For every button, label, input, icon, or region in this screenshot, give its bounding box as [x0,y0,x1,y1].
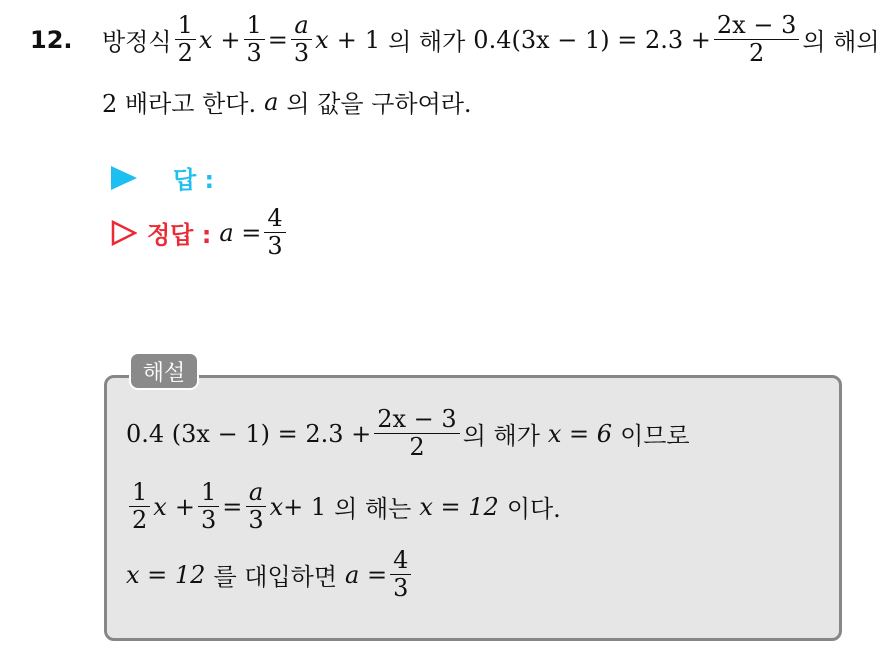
fraction-2x-minus-3-over-2 [714,13,799,66]
fraction-numerator: 2x − 3 [374,407,459,434]
fraction-one-third [244,13,265,66]
correct-answer-lhs: a = [219,218,262,247]
fraction-denominator: 3 [200,506,217,535]
solution-text: 의 해는 [334,495,412,524]
fraction-denominator: 2 [748,39,765,68]
fraction-denominator: 3 [246,39,262,68]
solution-line-3 [126,548,414,601]
math-operator: = [267,25,288,54]
fraction-numerator: 1 [175,13,196,40]
fraction-four-thirds [390,548,411,601]
fraction-numerator: a [246,480,266,507]
fraction-denominator: 2 [177,39,193,68]
math-equation: a = [345,560,388,589]
play-triangle-icon [111,166,137,190]
fraction-numerator: 2x − 3 [714,13,799,40]
fraction-denominator: 3 [267,232,283,261]
math-variable: x [198,25,213,54]
math-variable: a [264,87,279,116]
problem-line-2 [102,84,472,119]
solution-text: 의 해가 [462,422,540,451]
fraction-one-half [129,480,150,533]
answer-row [111,160,214,195]
solution-line-1 [126,407,690,460]
math-equation: x = 6 [547,419,613,448]
math-operator: + [174,492,195,521]
fraction-denominator: 3 [293,39,310,68]
fraction-denominator: 2 [132,506,148,535]
fraction-denominator: 3 [248,506,264,535]
problem-text-find: 의 값을 구하여라. [286,90,472,118]
solution-tab: 해설 [129,352,199,390]
fraction-one-third [198,480,219,533]
solution-text: 이므로 [620,422,690,451]
solution-text: 를 대입하면 [213,563,338,592]
math-equation: x = 12 [419,492,499,521]
solution-text: 이다. [506,495,561,524]
problem-line-1 [102,13,880,66]
correct-answer-label: 정답 : [147,221,212,250]
problem-text-double: 2 배라고 한다. [102,90,257,118]
answer-label: 답 : [173,166,215,194]
hollow-triangle-icon [111,220,137,246]
problem-text-equation: 방정식 [102,28,172,57]
math-number: 1 [364,25,381,54]
math-variable: x [153,492,167,521]
fraction-a-third [245,480,266,533]
fraction-numerator: 1 [244,13,265,40]
problem-text-solution-of: 의 해가 [388,28,466,57]
correct-answer-row [111,206,289,259]
math-variable: x [269,492,284,521]
correct-answer-fraction [264,206,285,259]
math-expression: 0.4(3x − 1) = 2.3 + [473,25,711,54]
problem-text-of-solution: 의 해의 [802,28,880,57]
math-variable: x [315,25,329,54]
math-expression: 0.4 (3x − 1) = 2.3 + [126,419,372,448]
math-expression: + 1 [283,492,327,521]
fraction-one-half [175,13,196,66]
fraction-numerator: 1 [129,480,150,507]
math-equation: x = 12 [126,560,206,589]
fraction-numerator: 4 [390,548,411,575]
fraction-numerator: 1 [198,480,219,507]
solution-line-2 [126,480,561,533]
fraction-numerator: 4 [264,206,285,233]
math-operator: = [222,492,243,521]
question-number: 12. [30,26,73,54]
fraction-numerator: a [291,13,311,40]
fraction-denominator: 3 [393,574,409,603]
fraction-2x-minus-3-over-2 [374,407,459,460]
math-operator: + [220,25,241,54]
fraction-a-third [291,13,312,66]
math-operator: + [336,25,357,54]
fraction-denominator: 2 [409,433,425,462]
